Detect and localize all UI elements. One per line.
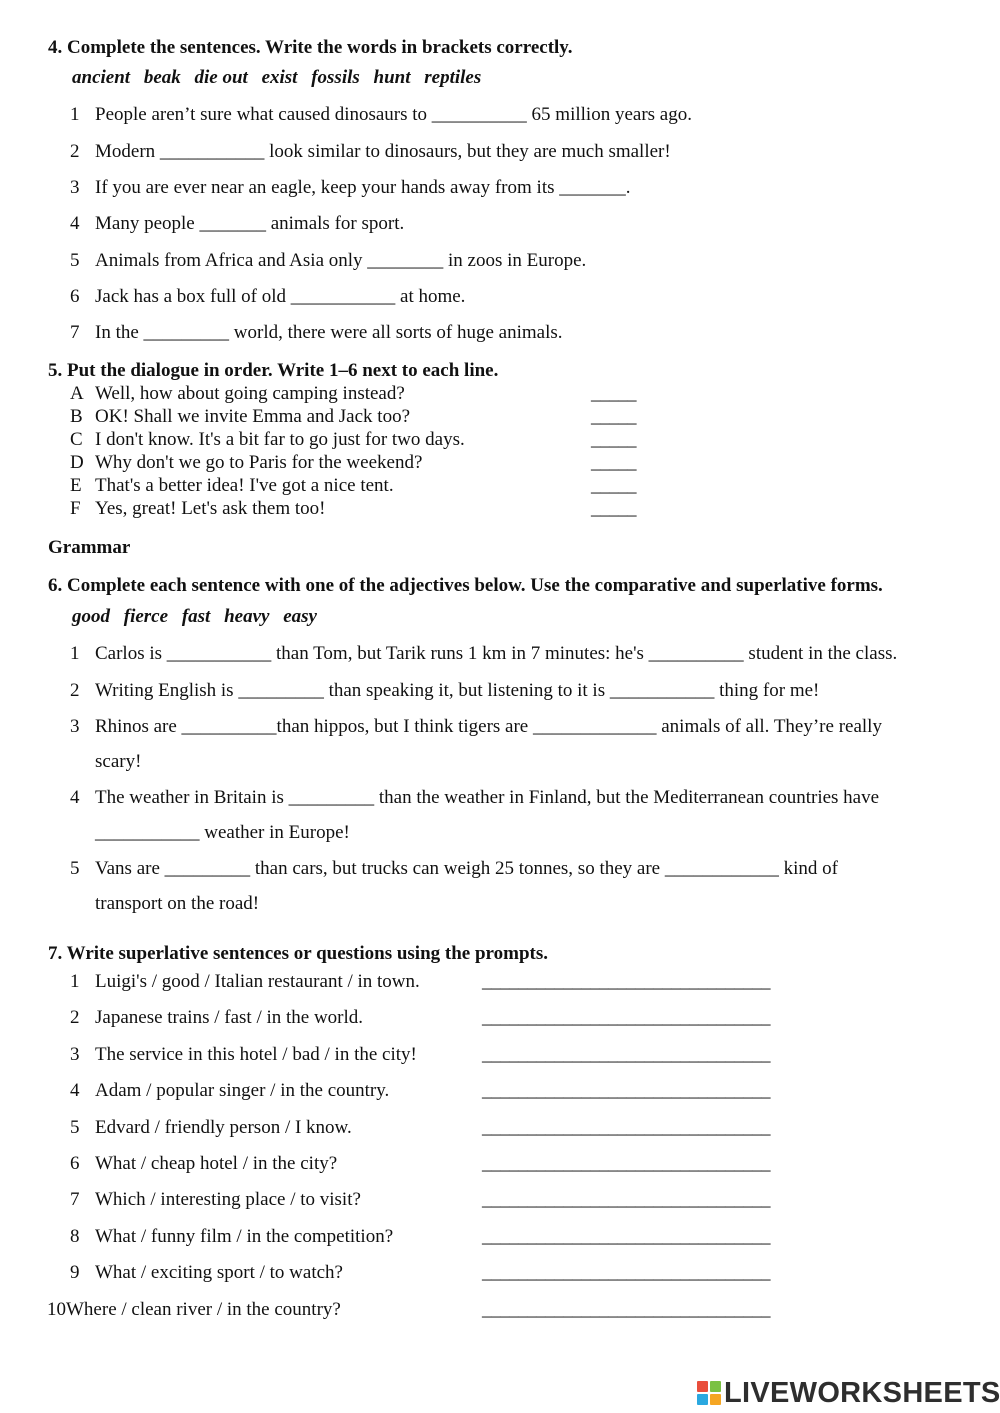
sentence-answer-line[interactable]: ________________________________ <box>482 1189 770 1210</box>
exercise-4-sentence[interactable]: 2 Modern ___________ look similar to dinosaurs, but they are much smaller! <box>70 141 671 162</box>
sentence-answer-line[interactable]: ________________________________ <box>482 1153 770 1174</box>
sentence-answer-line[interactable]: ________________________________ <box>482 1226 770 1247</box>
word-bank-item: fast <box>181 606 211 627</box>
exercise-7-heading: 7. Write superlative sentences or questions using the prompts. <box>48 943 549 964</box>
exercise-7-prompt: 2 Japanese trains / fast / in the world. <box>70 1007 364 1028</box>
order-answer-blank[interactable]: _____ <box>591 452 636 473</box>
exercise-4-sentence[interactable]: 7 In the _________ world, there were all sorts of huge animals. <box>70 322 563 343</box>
exercise-7-prompt: 1 Luigi's / good / Italian restaurant / in town. <box>70 971 420 992</box>
word-bank-item: beak <box>143 67 181 88</box>
exercise-7-prompt: 4 Adam / popular singer / in the country. <box>70 1080 390 1101</box>
exercise-7-prompt: 8 What / funny film / in the competition? <box>70 1226 394 1247</box>
exercise-7-prompt: 9 What / exciting sport / to watch? <box>70 1262 343 1283</box>
dialogue-line: A Well, how about going camping instead? <box>70 383 405 404</box>
exercise-7-prompt: 5 Edvard / friendly person / I know. <box>70 1117 352 1138</box>
exercise-6-sentence[interactable]: 1 Carlos is ___________ than Tom, but Tarik runs 1 km in 7 minutes: he's __________ student in the class. <box>70 643 898 664</box>
exercise-6-sentence-continuation: scary! <box>95 751 142 772</box>
sentence-answer-line[interactable]: ________________________________ <box>482 1299 770 1320</box>
order-answer-blank[interactable]: _____ <box>591 475 636 496</box>
exercise-6-sentence-continuation: transport on the road! <box>95 893 260 914</box>
dialogue-line: D Why don't we go to Paris for the weekend? <box>70 452 423 473</box>
word-bank-item: exist <box>261 67 298 88</box>
exercise-4-word-bank <box>72 67 490 89</box>
sentence-answer-line[interactable]: ________________________________ <box>482 971 770 992</box>
exercise-4-sentence[interactable]: 6 Jack has a box full of old ___________ at home. <box>70 286 466 307</box>
dialogue-line: B OK! Shall we invite Emma and Jack too? <box>70 406 411 427</box>
logo-mark-square <box>697 1394 708 1405</box>
order-answer-blank[interactable]: _____ <box>591 498 636 519</box>
exercise-6-heading: 6. Complete each sentence with one of the adjectives below. Use the comparative and superlative forms. <box>48 575 883 596</box>
logo-mark-square <box>710 1394 721 1405</box>
exercise-6-sentence-continuation[interactable]: ___________ weather in Europe! <box>95 822 350 843</box>
sentence-answer-line[interactable]: ________________________________ <box>482 1044 770 1065</box>
word-bank-item: fossils <box>311 67 360 88</box>
exercise-7-prompt: 6 What / cheap hotel / in the city? <box>70 1153 338 1174</box>
logo-mark-icon <box>697 1381 721 1405</box>
exercise-7-prompt: 7 Which / interesting place / to visit? <box>70 1189 361 1210</box>
exercise-5-heading: 5. Put the dialogue in order. Write 1–6 next to each line. <box>48 360 499 381</box>
liveworksheets-logo[interactable] <box>697 1376 1000 1410</box>
word-bank-item: easy <box>283 606 317 627</box>
exercise-7-prompt: 3 The service in this hotel / bad / in the city! <box>70 1044 417 1065</box>
exercise-4-sentence[interactable]: 3 If you are ever near an eagle, keep your hands away from its _______. <box>70 177 631 198</box>
order-answer-blank[interactable]: _____ <box>591 383 636 404</box>
sentence-answer-line[interactable]: ________________________________ <box>482 1117 770 1138</box>
sentence-answer-line[interactable]: ________________________________ <box>482 1007 770 1028</box>
dialogue-line: F Yes, great! Let's ask them too! <box>70 498 326 519</box>
word-bank-item: fierce <box>123 606 169 627</box>
sentence-answer-line[interactable]: ________________________________ <box>482 1080 770 1101</box>
order-answer-blank[interactable]: _____ <box>591 406 636 427</box>
exercise-7-prompt: 10Where / clean river / in the country? <box>47 1299 341 1320</box>
logo-mark-square <box>710 1381 721 1392</box>
exercise-6-sentence[interactable]: 2 Writing English is _________ than speaking it, but listening to it is ___________ thing for me! <box>70 680 820 701</box>
order-answer-blank[interactable]: _____ <box>591 429 636 450</box>
exercise-6-sentence[interactable]: 3 Rhinos are __________than hippos, but I think tigers are _____________ animals of all. They’re really <box>70 716 882 737</box>
grammar-section-title: Grammar <box>48 537 131 558</box>
word-bank-item: heavy <box>224 606 270 627</box>
exercise-4-sentence[interactable]: 4 Many people _______ animals for sport. <box>70 213 405 234</box>
exercise-6-sentence[interactable]: 4 The weather in Britain is _________ than the weather in Finland, but the Mediterranean countries have <box>70 787 880 808</box>
dialogue-line: C I don't know. It's a bit far to go just for two days. <box>70 429 465 450</box>
exercise-4-sentence[interactable]: 5 Animals from Africa and Asia only ________ in zoos in Europe. <box>70 250 587 271</box>
exercise-4-heading: 4. Complete the sentences. Write the words in brackets correctly. <box>48 37 573 58</box>
logo-text: LIVEWORKSHEETS <box>724 1376 1000 1409</box>
exercise-6-word-bank <box>72 606 326 628</box>
word-bank-item: ancient <box>72 67 131 88</box>
word-bank-item: hunt <box>373 67 411 88</box>
dialogue-line: E That's a better idea! I've got a nice tent. <box>70 475 394 496</box>
logo-mark-square <box>697 1381 708 1392</box>
exercise-6-sentence[interactable]: 5 Vans are _________ than cars, but trucks can weigh 25 tonnes, so they are ____________ kind of <box>70 858 838 879</box>
exercise-4-sentence[interactable]: 1 People aren’t sure what caused dinosaurs to __________ 65 million years ago. <box>70 104 692 125</box>
word-bank-item: good <box>72 606 110 627</box>
word-bank-item: reptiles <box>424 67 482 88</box>
word-bank-item: die out <box>194 67 248 88</box>
sentence-answer-line[interactable]: ________________________________ <box>482 1262 770 1283</box>
